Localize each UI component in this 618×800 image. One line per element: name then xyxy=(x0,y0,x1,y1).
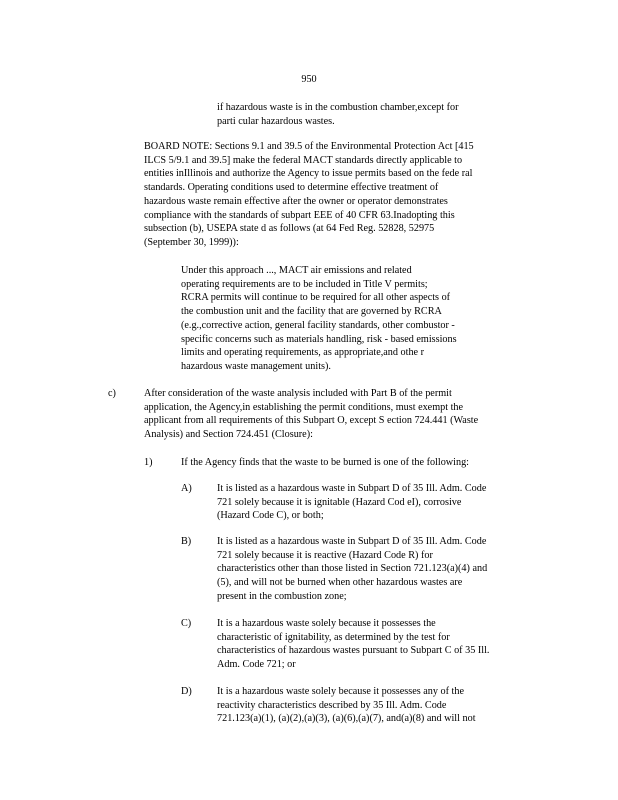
item-1-label: 1) xyxy=(144,457,153,468)
quote-line: operating requirements are to be included in Title V permits; xyxy=(181,278,428,290)
sub-item-line: 721.123(a)(1), (a)(2),(a)(3), (a)(6),(a)(7), and(a)(8) and will not xyxy=(217,713,476,725)
quote-line: the combustion unit and the facility that are governed by RCRA xyxy=(181,306,442,318)
sub-item-line: (5), and will not be burned when other hazardous wastes are xyxy=(217,577,463,589)
board-note-line: BOARD NOTE: Sections 9.1 and 39.5 of the Environmental Protection Act [415 xyxy=(144,141,474,152)
section-c-label: c) xyxy=(108,388,116,399)
sub-item-line: reactivity characteristics described by 35 Ill. Adm. Code xyxy=(217,699,447,711)
board-note-line: entities inIllinois and authorize the Agency to issue permits based on the fede ral xyxy=(144,168,473,180)
intro-line: if hazardous waste is in the combustion chamber,except for xyxy=(217,102,459,113)
quote-line: limits and operating requirements, as appropriate,and othe r xyxy=(181,347,425,359)
sub-item-c-label: C) xyxy=(181,618,192,629)
quote-line: RCRA permits will continue to be required for all other aspects of xyxy=(181,292,451,304)
sub-item-line: It is a hazardous waste solely because it possesses any of the xyxy=(217,686,464,697)
quote-line: Under this approach ..., MACT air emissions and related xyxy=(181,265,412,276)
quote-line: hazardous waste management units). xyxy=(181,360,331,372)
block-quote xyxy=(181,264,511,374)
sub-item-line: characteristics other than those listed in Section 721.123(a)(4) and xyxy=(217,563,488,575)
sub-item-b-text xyxy=(217,535,522,604)
board-note-line: standards. Operating conditions used to determine effective treatment of xyxy=(144,182,439,194)
sub-item-line: Adm. Code 721; or xyxy=(217,659,296,671)
quote-line: (e.g.,corrective action, general facility standards, other combustor - xyxy=(181,319,455,331)
item-1-text: If the Agency finds that the waste to be burned is one of the following: xyxy=(181,457,470,468)
sub-item-line: It is a hazardous waste solely because it possesses the xyxy=(217,618,436,629)
board-note-line: (September 30, 1999)): xyxy=(144,236,239,248)
section-c-line: Analysis) and Section 724.451 (Closure): xyxy=(144,429,313,441)
sub-item-b-label: B) xyxy=(181,536,192,547)
sub-item-line: characteristic of ignitability, as determined by the test for xyxy=(217,631,450,643)
sub-item-d-text xyxy=(217,685,522,726)
intro-text xyxy=(217,101,507,128)
board-note xyxy=(144,140,520,250)
sub-item-line: characteristics of hazardous wastes pursuant to Subpart C of 35 Ill. xyxy=(217,645,490,657)
sub-item-d-label: D) xyxy=(181,686,192,697)
board-note-line: subsection (b), USEPA state d as follows (at 64 Fed Reg. 52828, 52975 xyxy=(144,223,435,235)
page-number: 950 xyxy=(301,74,317,85)
sub-item-line: present in the combustion zone; xyxy=(217,590,347,602)
quote-line: specific concerns such as materials handling, risk - based emissions xyxy=(181,333,457,345)
board-note-line: ILCS 5/9.1 and 39.5] make the federal MACT standards directly applicable to xyxy=(144,154,463,166)
sub-item-line: (Hazard Code C), or both; xyxy=(217,510,324,522)
sub-item-c-text xyxy=(217,617,522,672)
section-c-line: application, the Agency,in establishing the permit conditions, must exempt the xyxy=(144,401,464,413)
sub-item-line: 721 solely because it is reactive (Hazard Code R) for xyxy=(217,549,433,561)
section-c-line: After consideration of the waste analysis included with Part B of the permit xyxy=(144,388,452,399)
intro-line: parti cular hazardous wastes. xyxy=(217,115,335,127)
board-note-line: compliance with the standards of subpart EEE of 40 CFR 63.Inadopting this xyxy=(144,209,455,221)
sub-item-line: It is listed as a hazardous waste in Subpart D of 35 Ill. Adm. Code xyxy=(217,536,487,547)
section-c-text xyxy=(144,387,520,442)
sub-item-line: 721 solely because it is ignitable (Hazard Cod eI), corrosive xyxy=(217,496,462,508)
sub-item-a-label: A) xyxy=(181,483,192,494)
section-c-line: applicant from all requirements of this Subpart O, except S ection 724.441 (Waste xyxy=(144,415,479,427)
sub-item-a-text xyxy=(217,482,522,523)
sub-item-line: It is listed as a hazardous waste in Subpart D of 35 Ill. Adm. Code xyxy=(217,483,487,494)
board-note-line: hazardous waste remain effective after the owner or operator demonstrates xyxy=(144,195,448,207)
